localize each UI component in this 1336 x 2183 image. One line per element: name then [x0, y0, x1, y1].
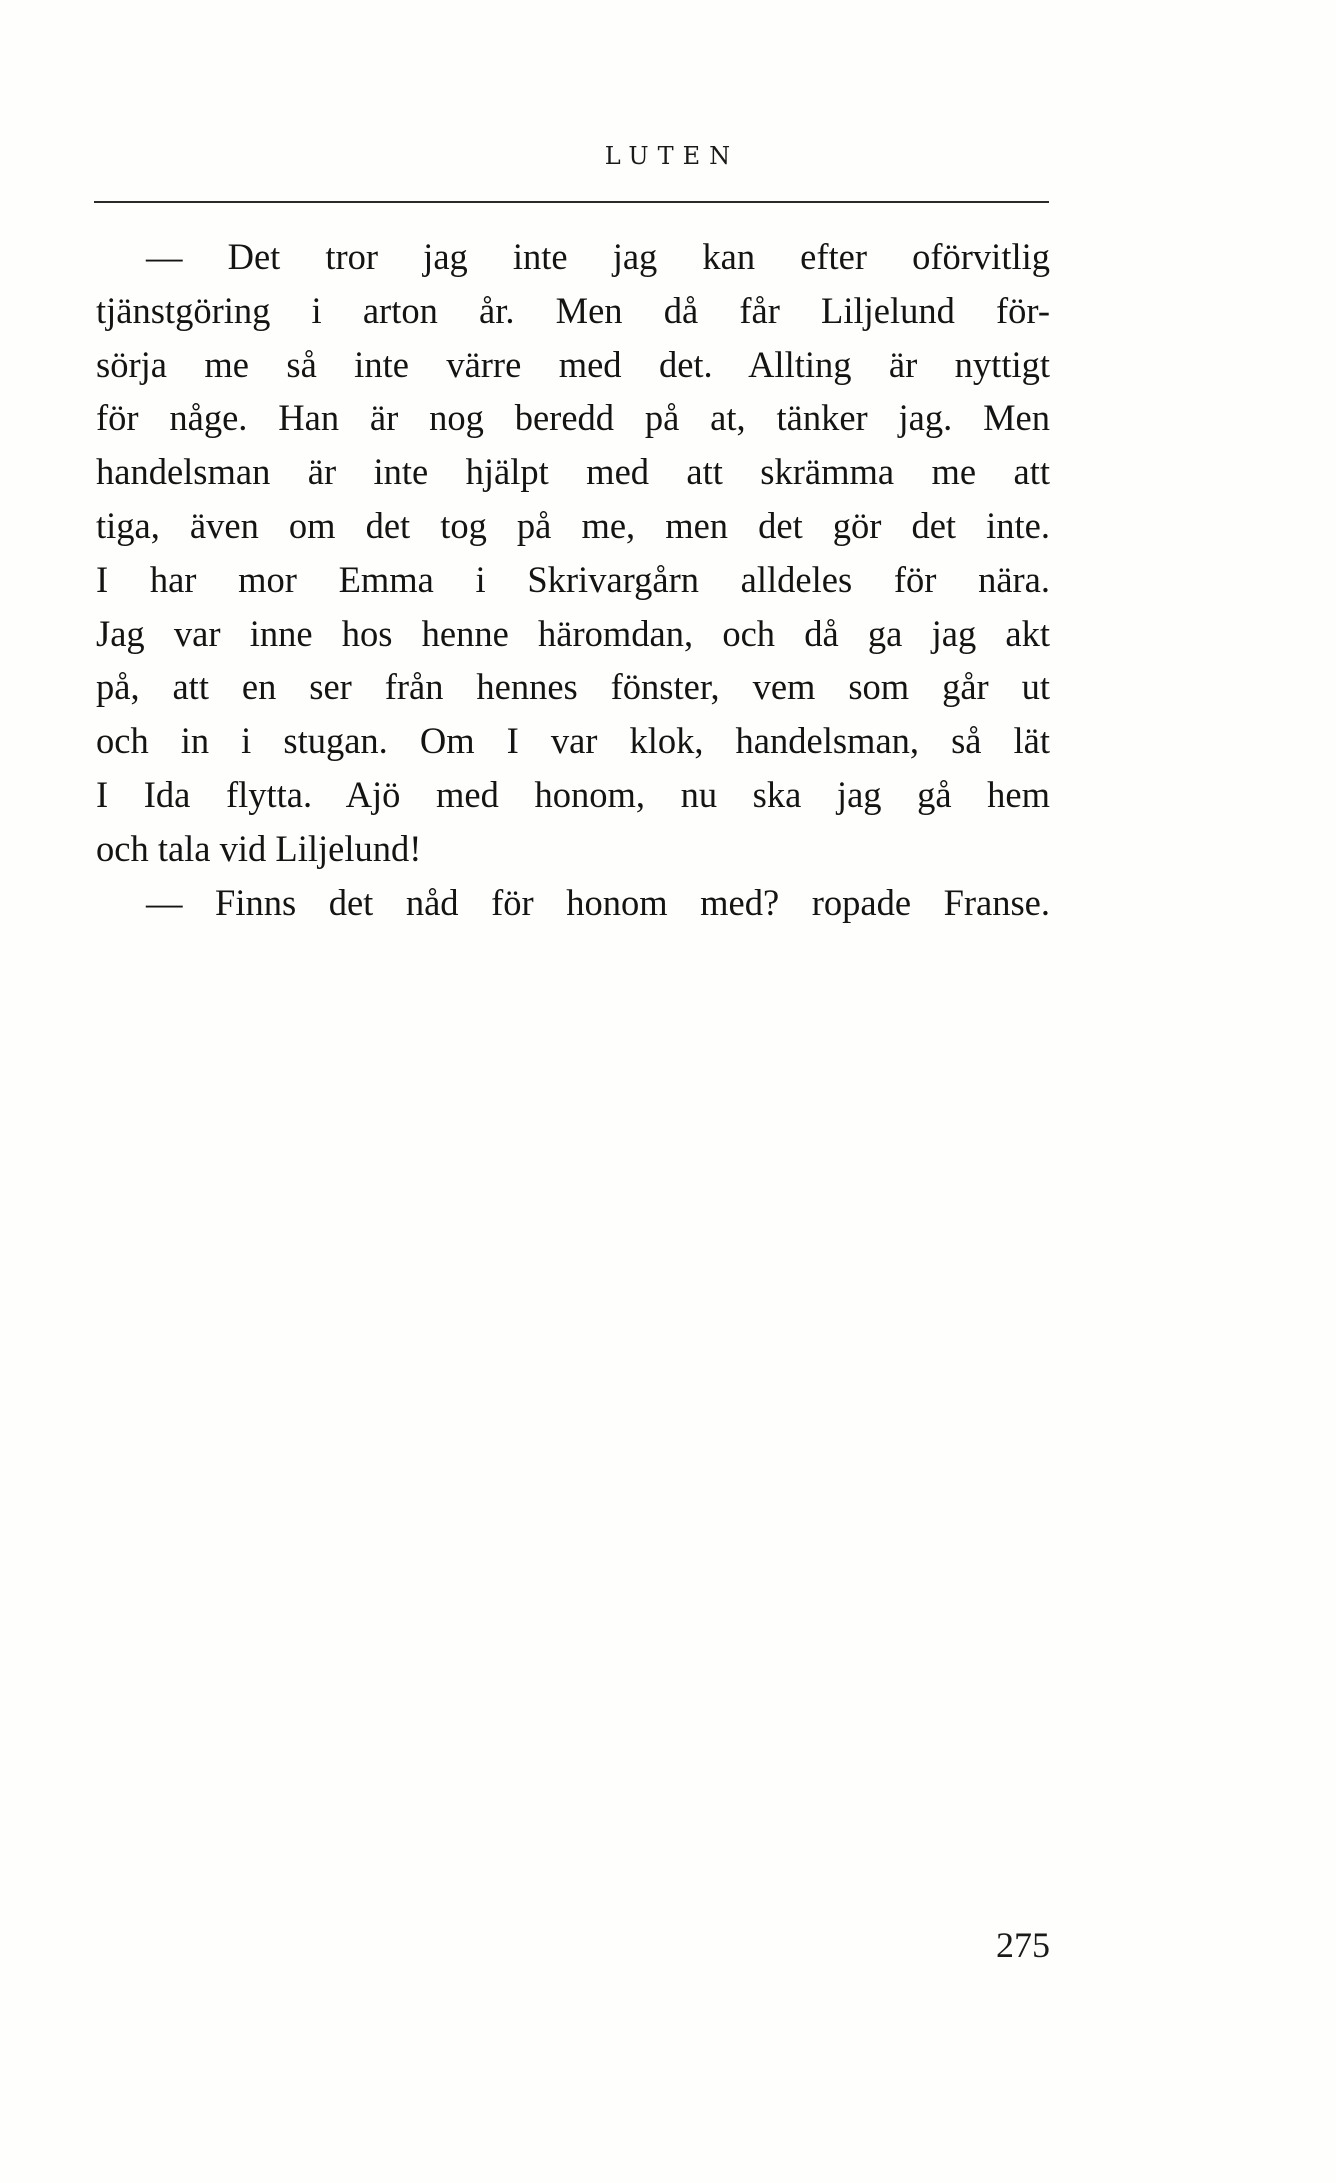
text-line: I har mor Emma i Skrivargårn alldeles för nära.	[96, 558, 1050, 600]
text-line: Jag var inne hos henne häromdan, och då ga jag akt	[96, 612, 1050, 654]
text-line: — Det tror jag inte jag kan efter oförvitlig	[146, 236, 1050, 277]
body-text	[96, 230, 1050, 929]
text-line: och tala vid Liljelund!	[96, 827, 422, 869]
paragraph-1	[96, 230, 1050, 876]
paragraph-2	[96, 876, 1050, 930]
text-line: tjänstgöring i arton år. Men då får Liljelund för-	[96, 289, 1050, 331]
page-number: 275	[996, 1925, 1050, 1965]
text-line: handelsman är inte hjälpt med att skrämma me att	[96, 451, 1050, 493]
header-rule	[94, 201, 1049, 203]
text-line: I Ida flytta. Ajö med honom, nu ska jag gå hem	[96, 773, 1050, 815]
text-line: på, att en ser från hennes fönster, vem som går ut	[96, 666, 1050, 708]
text-line: för någe. Han är nog beredd på at, tänker jag. Men	[96, 397, 1050, 439]
running-head: LUTEN	[604, 142, 740, 170]
text-line: och in i stugan. Om I var klok, handelsman, så lät	[96, 720, 1050, 762]
text-line: sörja me så inte värre med det. Allting är nyttigt	[96, 343, 1050, 385]
text-line: tiga, även om det tog på me, men det gör det inte.	[96, 504, 1050, 546]
text-line: — Finns det nåd för honom med? ropade Franse.	[146, 881, 1050, 923]
